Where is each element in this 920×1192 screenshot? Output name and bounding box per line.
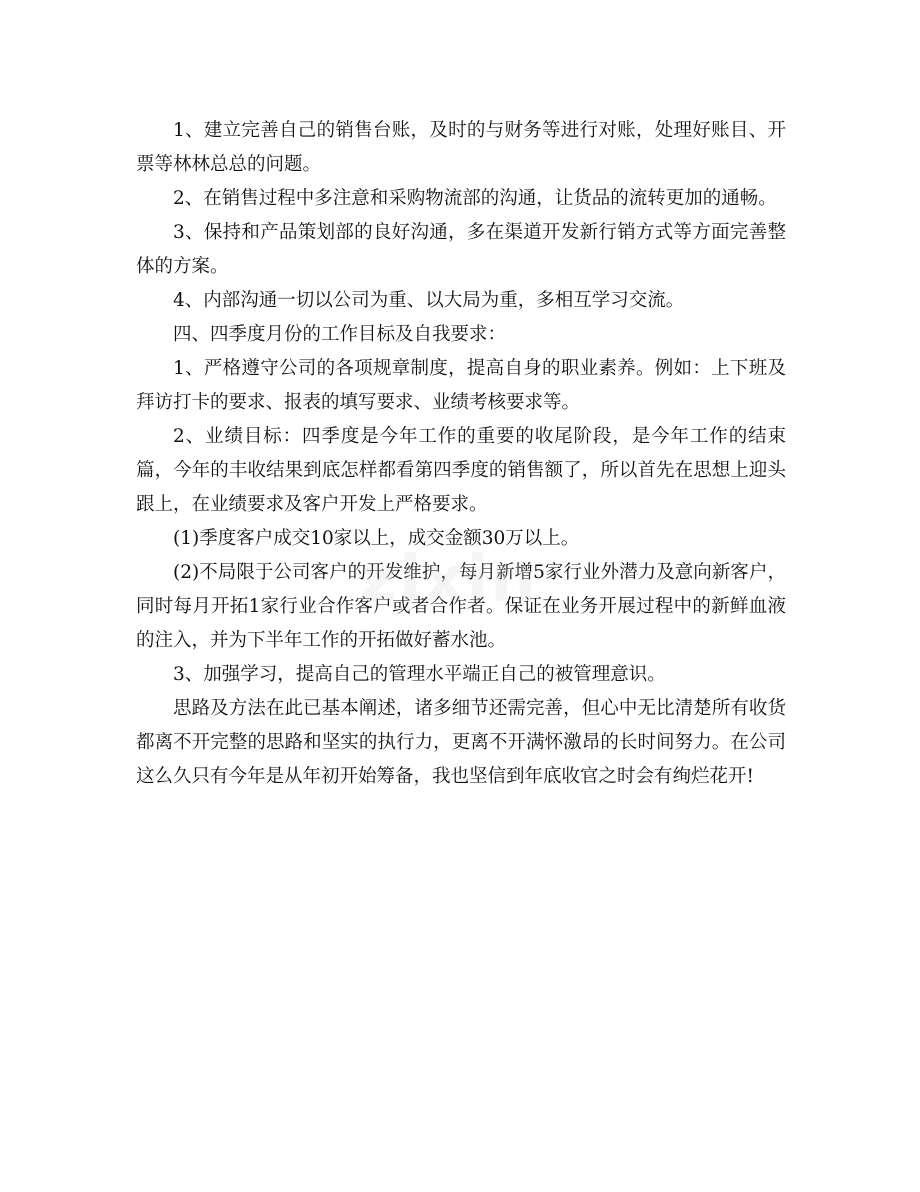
paragraph-4: 4、内部沟通一切以公司为重、以大局为重，多相互学习交流。 <box>173 290 685 311</box>
paragraph-7: 2、业绩目标：四季度是今年工作的重要的收尾阶段，是今年工作的结束篇，今年的丰收结果到底怎样都看第四季度的销售额了，所以首先在思想上迎头跟上，在业绩要求及客户开发上严格要求。 <box>136 426 786 515</box>
paragraph-2: 2、在销售过程中多注意和采购物流部的沟通，让货品的流转更加的通畅。 <box>173 188 777 209</box>
paragraph-1: 1、建立完善自己的销售台账，及时的与财务等进行对账，处理好账目、开票等林林总总的问题。 <box>136 120 786 175</box>
watermark: zixin <box>360 543 538 617</box>
paragraph-10: 3、加强学习，提高自己的管理水平端正自己的被管理意识。 <box>173 664 666 685</box>
paragraph-6: 1、严格遵守公司的各项规章制度，提高自身的职业素养。例如：上下班及拜访打卡的要求、报表的填写要求、业绩考核要求等。 <box>136 358 786 413</box>
paragraph-3: 3、保持和产品策划部的良好沟通，多在渠道开发新行销方式等方面完善整体的方案。 <box>136 222 786 277</box>
paragraph-9: (2)不局限于公司客户的开发维护，每月新增5家行业外潜力及意向新客户，同时每月开拓1家行业合作客户或者合作者。保证在业务开展过程中的新鲜血液的注入，并为下半年工作的开拓做好蓄水池。 <box>136 562 786 651</box>
paragraph-11: 思路及方法在此已基本阐述，诸多细节还需完善，但心中无比清楚所有收货都离不开完整的思路和坚实的执行力，更离不开满怀激昂的长时间努力。在公司这么久只有今年是从年初开始筹备，我也坚信到年底收官之时会有绚烂花开! <box>136 698 786 787</box>
document-body <box>136 114 786 794</box>
section-heading: 四、四季度月份的工作目标及自我要求： <box>173 324 507 345</box>
paragraph-8: (1)季度客户成交10家以上，成交金额30万以上。 <box>173 528 580 549</box>
